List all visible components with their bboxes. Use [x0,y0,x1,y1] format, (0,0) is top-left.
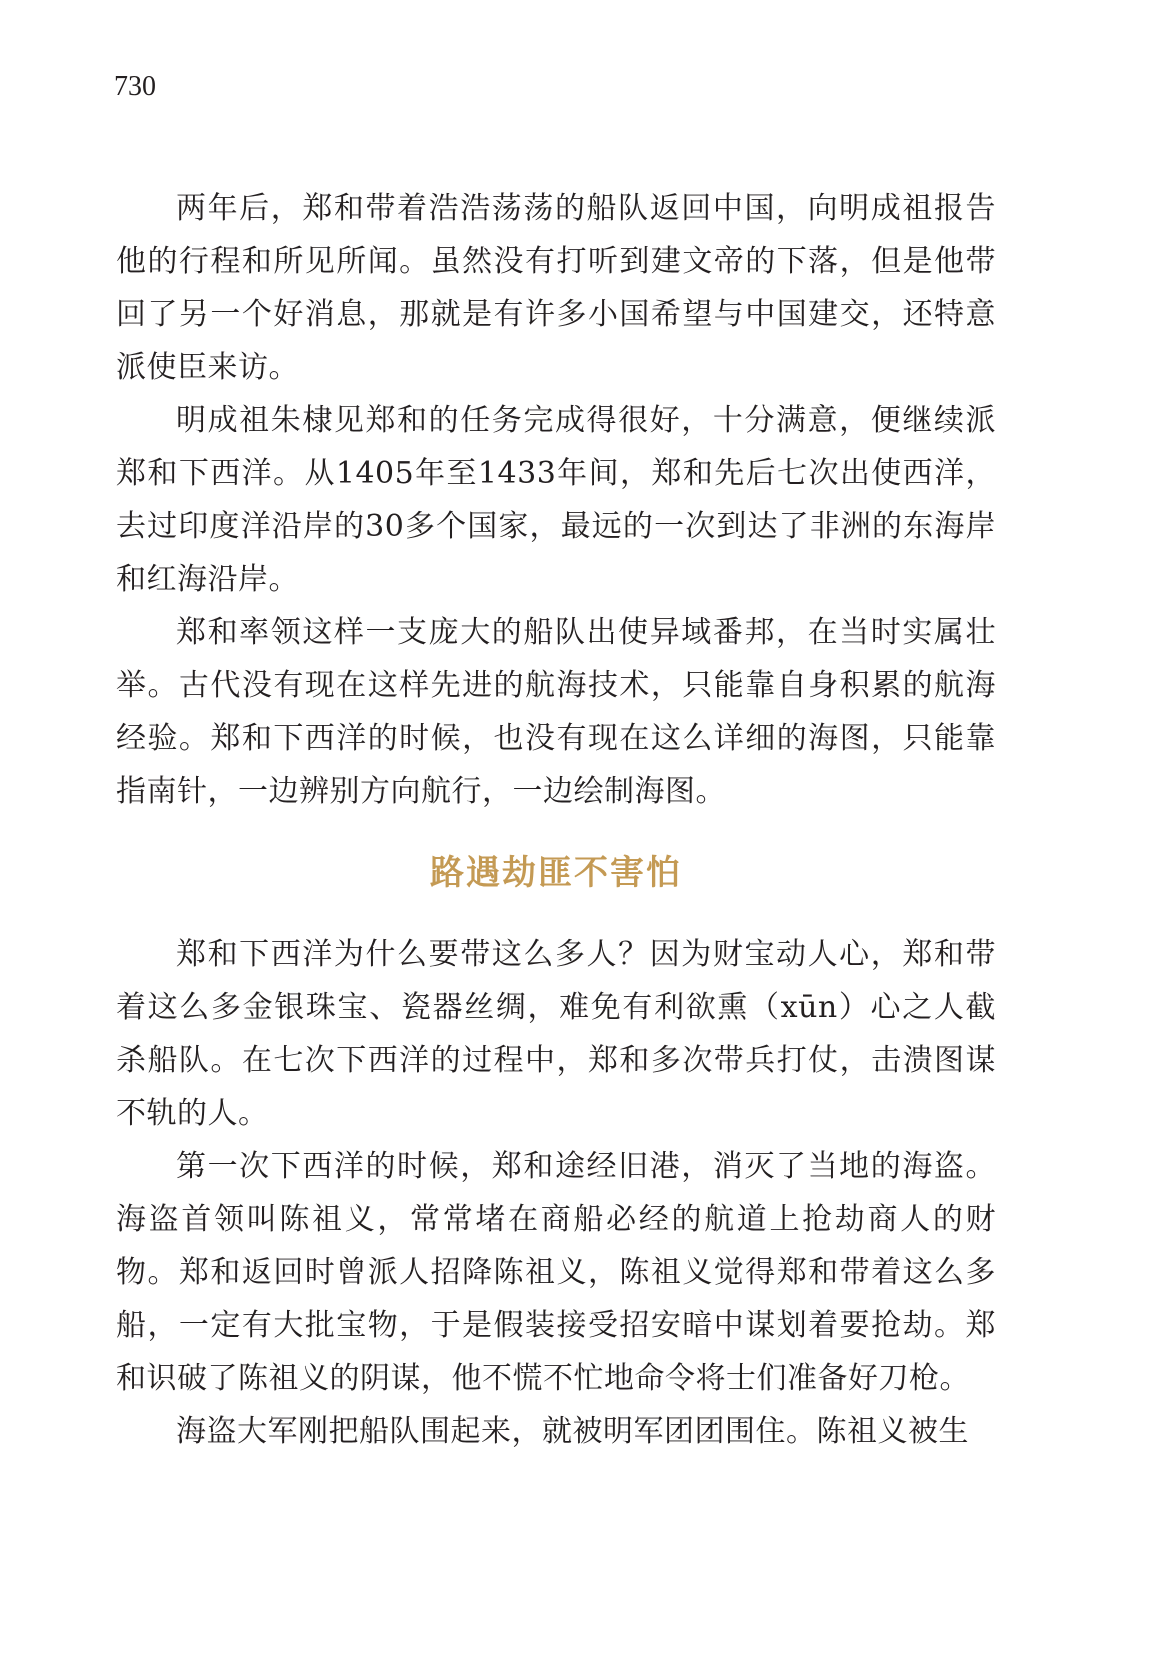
paragraph: 两年后，郑和带着浩浩荡荡的船队返回中国，向明成祖报告他的行程和所见所闻。虽然没有打听到建文帝的下落，但是他带回了另一个好消息，那就是有许多小国希望与中国建交，还特意派使臣来访。 [116,191,996,385]
page-number: 730 [114,71,156,102]
paragraph: 郑和率领这样一支庞大的船队出使异域番邦，在当时实属壮举。古代没有现在这样先进的航海技术，只能靠自身积累的航海经验。郑和下西洋的时候，也没有现在这么详细的海图，只能靠指南针，一边辨别方向航行，一边绘制海图。 [116,615,996,809]
paragraph: 郑和下西洋为什么要带这么多人？因为财宝动人心，郑和带着这么多金银珠宝、瓷器丝绸，难免有利欲熏（xūn）心之人截杀船队。在七次下西洋的过程中，郑和多次带兵打仗，击溃图谋不轨的人。 [116,937,996,1131]
section-title: 路遇劫匪不害怕 [430,853,682,893]
paragraph: 海盗大军刚把船队围起来，就被明军团团围住。陈祖义被生 [176,1414,969,1449]
body-text [116,182,996,1458]
paragraph: 明成祖朱棣见郑和的任务完成得很好，十分满意，便继续派郑和下西洋。从1405年至1433年间，郑和先后七次出使西洋，去过印度洋沿岸的30多个国家，最远的一次到达了非洲的东海岸和红海沿岸。 [116,403,996,597]
paragraph: 第一次下西洋的时候，郑和途经旧港，消灭了当地的海盗。海盗首领叫陈祖义，常常堵在商船必经的航道上抢劫商人的财物。郑和返回时曾派人招降陈祖义，陈祖义觉得郑和带着这么多船，一定有大批宝物，于是假装接受招安暗中谋划着要抢劫。郑和识破了陈祖义的阴谋，他不慌不忙地命令将士们准备好刀枪。 [116,1149,996,1396]
